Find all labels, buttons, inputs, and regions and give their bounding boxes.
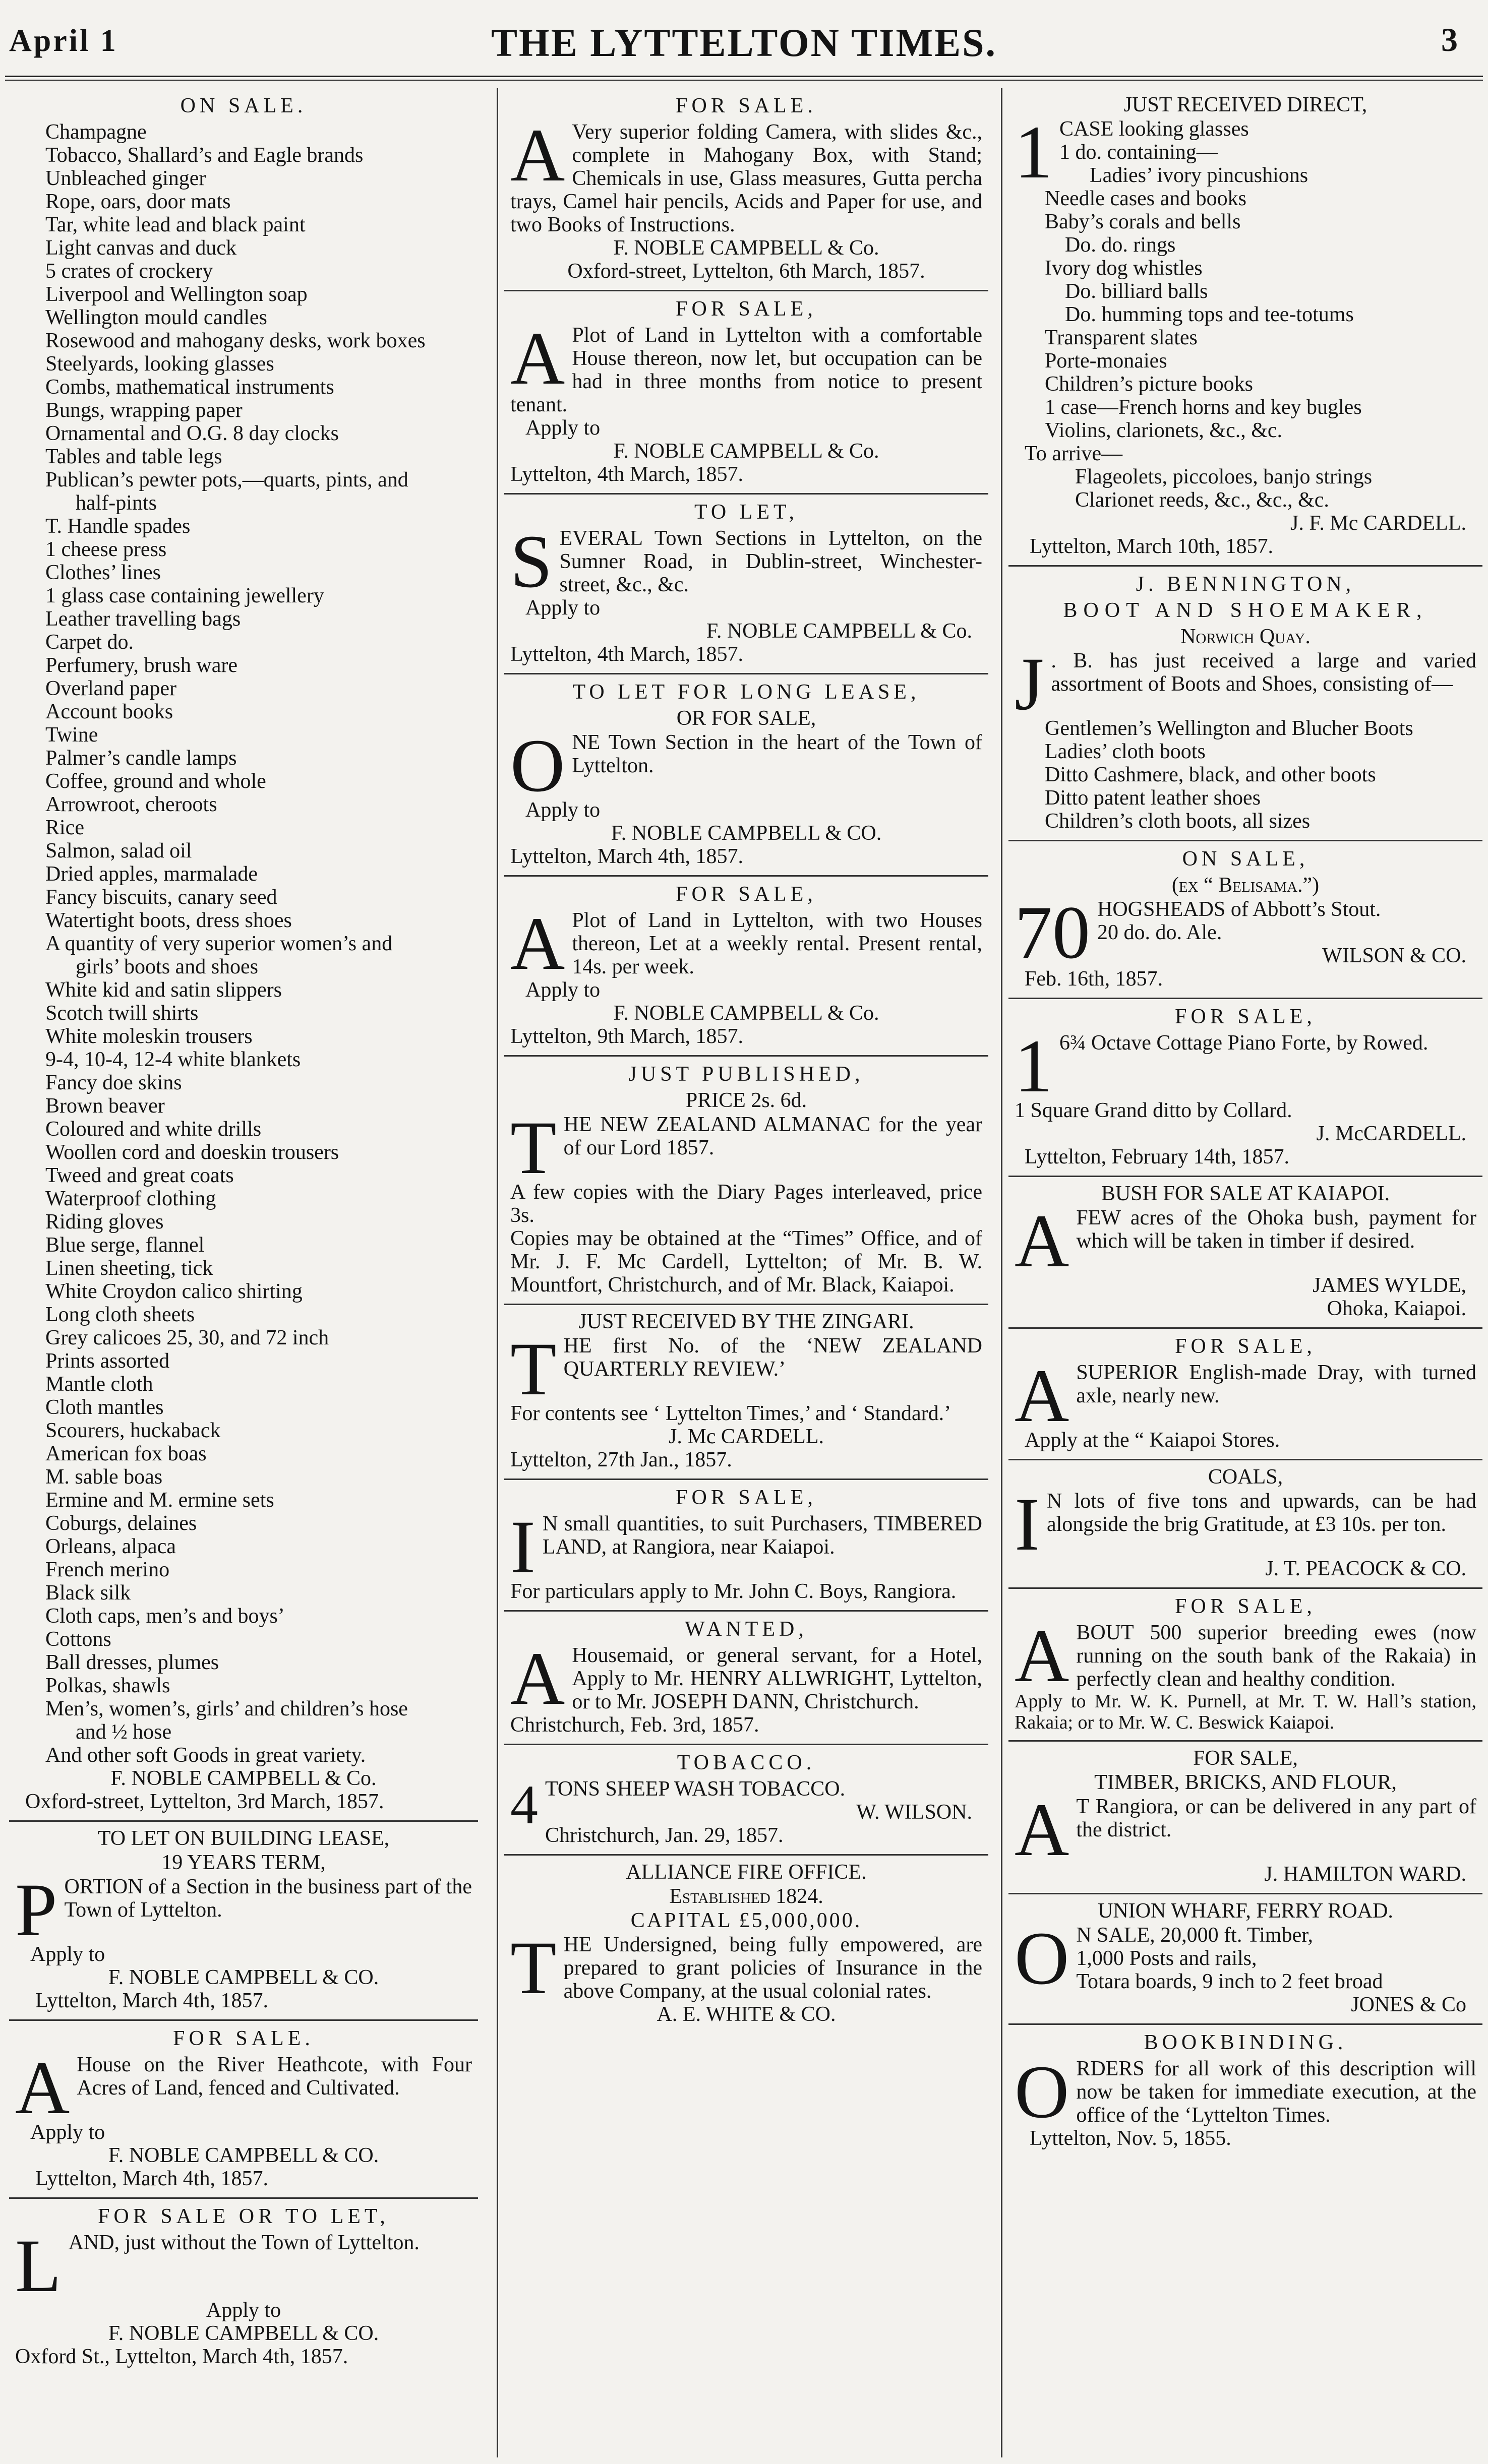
- drop-cap: A: [1015, 1199, 1069, 1283]
- ad-heading: BOOKBINDING.: [1144, 2031, 1347, 2054]
- list-item: Ladies’ ivory pincushions: [1090, 164, 1308, 187]
- ad-signature: F. NOBLE CAMPBELL & CO.: [611, 822, 882, 845]
- list-item: Black silk: [45, 1581, 131, 1605]
- ad-capital: CAPITAL £5,000,000.: [630, 1909, 862, 1932]
- list-item: Salmon, salad oil: [45, 839, 192, 863]
- ad-zingari: [504, 1305, 988, 1480]
- list-item: Violins, clarionets, &c., &c.: [1045, 419, 1283, 442]
- list-item: Do. do. rings: [1065, 233, 1176, 257]
- issue-date: April 1: [9, 24, 118, 58]
- drop-cap: 1: [1015, 1024, 1052, 1108]
- drop-cap: S: [510, 520, 553, 603]
- list-item: Prints assorted: [45, 1349, 170, 1373]
- ad-body: . B. has just received a large and varied assortment of Boots and Shoes, consisting of—: [1051, 649, 1476, 696]
- ad-address: Norwich Quay.: [1180, 625, 1311, 648]
- apply-to: Apply to: [30, 2121, 105, 2144]
- ad-heading: FOR SALE,: [676, 1486, 817, 1509]
- ad-heading: ALLIANCE FIRE OFFICE.: [626, 1861, 867, 1884]
- list-item: Mantle cloth: [45, 1373, 153, 1396]
- column-divider: [1001, 88, 1002, 2457]
- ad-heading: FOR SALE.: [676, 94, 817, 117]
- list-item: Baby’s corals and bells: [1045, 210, 1241, 233]
- ad-body: House on the River Heathcote, with Four Acres of Land, fenced and Cultivated.: [77, 2053, 472, 2100]
- ad-signature: F. NOBLE CAMPBELL & CO.: [108, 2322, 379, 2345]
- list-item: Steelyards, looking glasses: [45, 352, 274, 376]
- ad-heading: FOR SALE,: [676, 883, 817, 906]
- ad-long-lease: [504, 674, 988, 877]
- drop-cap: O: [510, 724, 565, 808]
- drop-cap: A: [510, 1637, 565, 1720]
- ad-body: T Rangiora, or can be delivered in any part of the district.: [1076, 1795, 1476, 1841]
- list-item: Ivory dog whistles: [1045, 257, 1203, 280]
- list-item: Fancy doe skins: [45, 1071, 182, 1094]
- ad-line: N SALE, 20,000 ft. Timber,: [1076, 1924, 1314, 1947]
- ad-body: HE first No. of the ‘NEW ZEALAND QUARTERLY REVIEW.’: [563, 1334, 982, 1381]
- ad-paragraph: Apply to Mr. W. K. Purnell, at Mr. T. W. Hall’s station, Rakaia; or to Mr. W. C. Beswick Kaiapoi.: [1015, 1691, 1476, 1733]
- list-item: Do. billiard balls: [1065, 280, 1208, 303]
- ad-heading: JUST RECEIVED DIRECT,: [1123, 93, 1367, 116]
- ad-body: AND, just without the Town of Lyttelton.: [68, 2231, 420, 2254]
- ad-dray: [1008, 1329, 1482, 1460]
- list-item: Account books: [45, 700, 173, 723]
- ad-bush: [1008, 1177, 1482, 1329]
- ad-subheading: (ex “ Belisama.”): [1171, 874, 1320, 897]
- ad-signature: F. NOBLE CAMPBELL & Co.: [613, 440, 879, 463]
- list-item: Children’s cloth boots, all sizes: [1045, 810, 1311, 833]
- ad-body: EVERAL Town Sections in Lyttelton, on the Sumner Road, in Dublin-street, Winchester-street, &c., &c.: [559, 527, 982, 596]
- list-item: Scotch twill shirts: [45, 1002, 199, 1025]
- ad-line: Totara boards, 9 inch to 2 feet broad: [1076, 1970, 1383, 1993]
- ad-signature: F. NOBLE CAMPBELL & Co.: [706, 620, 972, 643]
- list-item: Ball dresses, plumes: [45, 1651, 219, 1674]
- list-item: Dried apples, marmalade: [45, 863, 258, 886]
- ad-body: N lots of five tons and upwards, can be had alongside the brig Gratitude, at £3 10s. per ton.: [1046, 1490, 1476, 1536]
- ad-bookbinding: [1008, 2025, 1482, 2157]
- ad-line: 1,000 Posts and rails,: [1076, 1947, 1257, 1970]
- list-item: Coloured and white drills: [45, 1118, 262, 1141]
- list-item: Gentlemen’s Wellington and Blucher Boots: [1045, 717, 1413, 740]
- list-item: Woollen cord and doeskin trousers: [45, 1141, 339, 1164]
- ad-signature: J. F. Mc CARDELL.: [1290, 512, 1466, 535]
- ad-body: Plot of Land in Lyttelton with a comfortable House thereon, now let, but occupation can be had in three months from notice to present tenant.: [510, 324, 982, 416]
- ad-line: Apply at the “ Kaiapoi Stores.: [1025, 1429, 1280, 1452]
- drop-cap: A: [1015, 1614, 1069, 1698]
- list-item: Coffee, ground and whole: [45, 770, 266, 793]
- ad-heading: FOR SALE,: [1175, 1595, 1316, 1618]
- ad-signature: F. NOBLE CAMPBELL & Co.: [613, 1002, 879, 1025]
- list-item: Watertight boots, dress shoes: [45, 909, 292, 932]
- ad-body: Housemaid, or general servant, for a Hotel, Apply to Mr. HENRY ALLWRIGHT, Lyttelton, or to Mr. JOSEPH DANN, Christchurch.: [572, 1644, 982, 1713]
- ad-body: HE NEW ZEALAND ALMANAC for the year of our Lord 1857.: [563, 1113, 982, 1159]
- ad-date: Lyttelton, 4th March, 1857.: [510, 463, 743, 486]
- list-item: Tobacco, Shallard’s and Eagle brands: [45, 144, 364, 167]
- ad-timbered-land: [504, 1480, 988, 1612]
- column-3: [1008, 88, 1482, 2157]
- ad-body: HE Undersigned, being fully empowered, are prepared to grant policies of Insurance in the above Company, at the usual colonial rates.: [563, 1933, 982, 2003]
- ad-line: To arrive—: [1025, 442, 1123, 465]
- list-item: Ermine and M. ermine sets: [45, 1489, 274, 1512]
- ad-date: Christchurch, Feb. 3rd, 1857.: [510, 1713, 759, 1737]
- list-item: White moleskin trousers: [45, 1025, 253, 1048]
- ad-date: Lyttelton, March 4th, 1857.: [35, 1989, 268, 2012]
- drop-cap: A: [1015, 1788, 1069, 1872]
- ad-date: Lyttelton, March 4th, 1857.: [510, 845, 743, 868]
- ad-heading: UNION WHARF, FERRY ROAD.: [1098, 1899, 1393, 1923]
- drop-cap: O: [1015, 1917, 1069, 2000]
- column-1: [9, 88, 478, 2375]
- list-item: 5 crates of crockery: [45, 260, 213, 283]
- column-2: [504, 88, 988, 2033]
- ad-piano: [1008, 999, 1482, 1177]
- ad-signature: WILSON & CO.: [1322, 944, 1466, 967]
- ad-line: HOGSHEADS of Abbott’s Stout.: [1097, 898, 1381, 921]
- list-item: 1 case—French horns and key bugles: [1045, 396, 1362, 419]
- ad-alliance: [504, 1856, 988, 2033]
- ad-signature: F. NOBLE CAMPBELL & Co.: [613, 236, 879, 260]
- header-rule: [5, 76, 1483, 77]
- ad-body: Very superior folding Camera, with slides &c., complete in Mahogany Box, with Stand; Chemicals in use, Glass measures, Gutta percha trays, Camel hair pencils, Acids and Paper for use, and two Books of Instructions.: [510, 120, 982, 236]
- ad-price: PRICE 2s. 6d.: [685, 1089, 807, 1112]
- drop-cap: A: [510, 317, 565, 400]
- drop-cap: J: [1015, 642, 1044, 726]
- list-item: Palmer’s candle lamps: [45, 747, 237, 770]
- list-item: Leather travelling bags: [45, 607, 241, 631]
- ad-signature: J. McCARDELL.: [1316, 1122, 1466, 1145]
- drop-cap: P: [15, 1868, 57, 1952]
- drop-cap: I: [510, 1505, 535, 1589]
- list-item: Cloth caps, men’s and boys’: [45, 1605, 285, 1628]
- ad-body: ORTION of a Section in the business part of the Town of Lyttelton.: [64, 1875, 472, 1922]
- header-rule-thin: [5, 80, 1483, 81]
- list-item: Men’s, women’s, girls’ and children’s hose: [45, 1697, 408, 1720]
- list-item: Do. humming tops and tee-totums: [1065, 303, 1354, 326]
- ad-heading: FOR SALE,: [1175, 1005, 1316, 1028]
- ad-paragraph: For particulars apply to Mr. John C. Boys, Rangiora.: [510, 1580, 957, 1603]
- list-item: 1 cheese press: [45, 538, 167, 561]
- ad-heading: TO LET FOR LONG LEASE,: [572, 681, 920, 704]
- list-item: Riding gloves: [45, 1210, 164, 1234]
- drop-cap: L: [15, 2224, 62, 2308]
- list-item: Ditto Cashmere, black, and other boots: [1045, 763, 1376, 786]
- drop-cap: I: [1015, 1483, 1040, 1566]
- ad-paragraph: Copies may be obtained at the “Times” Office, and of Mr. J. F. Mc Cardell, Lyttelton; of Mr. B. W. Mountfort, Christchurch, and of Mr. Black, Kaiapoi.: [510, 1227, 982, 1297]
- list-item: Needle cases and books: [1045, 187, 1247, 210]
- ad-on-sale: [9, 88, 478, 1822]
- ad-heathcote: [9, 2021, 478, 2199]
- ad-line: 1 do. containing—: [1059, 141, 1218, 164]
- list-item: and ½ hose: [76, 1720, 172, 1744]
- ad-to-let: [504, 495, 988, 674]
- list-item: Grey calicoes 25, 30, and 72 inch: [45, 1326, 329, 1349]
- ad-heading: TO LET ON BUILDING LEASE,: [97, 1827, 390, 1850]
- goods-list: [1015, 164, 1476, 442]
- list-item: White kid and satin slippers: [45, 978, 282, 1002]
- list-item: American fox boas: [45, 1442, 207, 1465]
- ad-body: Plot of Land in Lyttelton, with two Houses thereon, Let at a weekly rental. Present rental, 14s. per week.: [572, 909, 982, 978]
- list-item: Publican’s pewter pots,—quarts, pints, and: [45, 468, 408, 491]
- ad-address: Oxford-street, Lyttelton, 6th March, 1857.: [567, 260, 925, 283]
- apply-to: Apply to: [525, 416, 601, 440]
- list-item: Perfumery, brush ware: [45, 654, 237, 677]
- goods-list: [1015, 465, 1476, 512]
- ad-body: RDERS for all work of this description will now be taken for immediate execution, at the office of the ‘Lyttelton Times.: [1076, 2057, 1476, 2127]
- newspaper-title: THE LYTTELTON TIMES.: [491, 21, 997, 65]
- list-item: M. sable boas: [45, 1465, 163, 1489]
- drop-cap: A: [15, 2046, 70, 2130]
- ad-almanac: [504, 1057, 988, 1305]
- list-item: Fancy biscuits, canary seed: [45, 886, 277, 909]
- ad-date: Oxford St., Lyttelton, March 4th, 1857.: [15, 2345, 348, 2368]
- ad-subheading: OR FOR SALE,: [676, 707, 816, 730]
- drop-cap: T: [510, 1327, 557, 1411]
- ad-coals: [1008, 1460, 1482, 1589]
- apply-to: Apply to: [525, 978, 601, 1002]
- list-item: girls’ boots and shoes: [76, 955, 259, 978]
- ad-heading: COALS,: [1208, 1465, 1283, 1489]
- ad-bennington: [1008, 567, 1482, 841]
- list-item: And other soft Goods in great variety.: [45, 1744, 366, 1767]
- drop-cap: 1: [1015, 110, 1052, 194]
- list-item: Porte-monaies: [1045, 349, 1167, 373]
- list-item: Blue serge, flannel: [45, 1234, 205, 1257]
- ad-ewes: [1008, 1589, 1482, 1742]
- ad-body: N small quantities, to suit Purchasers, TIMBERED LAND, at Rangiora, near Kaiapoi.: [542, 1512, 982, 1559]
- ad-date: Lyttelton, February 14th, 1857.: [1025, 1145, 1289, 1168]
- list-item: Flageolets, piccoloes, banjo strings: [1075, 465, 1373, 488]
- ad-paragraph: For contents see ‘ Lyttelton Times,’ and ‘ Standard.’: [510, 1402, 951, 1425]
- ad-paragraph: A few copies with the Diary Pages interleaved, price 3s.: [510, 1181, 982, 1227]
- ad-heading: J. BENNINGTON,: [1136, 573, 1355, 596]
- ad-body: FEW acres of the Ohoka bush, payment for which will be taken in timber if desired.: [1076, 1206, 1476, 1253]
- ad-signature: F. NOBLE CAMPBELL & CO.: [108, 1966, 379, 1989]
- ad-stout: [1008, 841, 1482, 999]
- column-divider: [497, 88, 498, 2457]
- goods-list: [15, 120, 472, 1767]
- list-item: Tables and table legs: [45, 445, 222, 468]
- ad-signature: J. HAMILTON WARD.: [1264, 1863, 1466, 1886]
- list-item: Unbleached ginger: [45, 167, 206, 190]
- ad-signature: W. WILSON.: [856, 1801, 972, 1824]
- list-item: Combs, mathematical instruments: [45, 376, 334, 399]
- ad-timber-bricks: [1008, 1742, 1482, 1894]
- list-item: Transparent slates: [1045, 326, 1198, 349]
- ad-line: 20 do. do. Ale.: [1097, 921, 1222, 944]
- list-item: half-pints: [76, 491, 157, 515]
- list-item: Ornamental and O.G. 8 day clocks: [45, 422, 339, 445]
- ad-heading: WANTED,: [685, 1618, 808, 1641]
- ad-date: Lyttelton, March 4th, 1857.: [35, 2167, 268, 2190]
- ad-date: Feb. 16th, 1857.: [1025, 967, 1163, 991]
- list-item: Brown beaver: [45, 1094, 165, 1118]
- ad-union-wharf: [1008, 1894, 1482, 2025]
- ad-heading: JUST RECEIVED BY THE ZINGARI.: [578, 1310, 914, 1333]
- list-item: Cottons: [45, 1628, 111, 1651]
- list-item: Waterproof clothing: [45, 1187, 216, 1210]
- drop-cap: 70: [1015, 891, 1090, 974]
- ad-address: Ohoka, Kaiapoi.: [1327, 1297, 1466, 1320]
- list-item: 9-4, 10-4, 12-4 white blankets: [45, 1048, 301, 1071]
- apply-to: Apply to: [30, 1943, 105, 1966]
- list-item: Rice: [45, 816, 84, 839]
- goods-list: [1015, 717, 1476, 833]
- list-item: Twine: [45, 723, 98, 747]
- ad-heading: ON SALE,: [1182, 847, 1309, 871]
- list-item: Bungs, wrapping paper: [45, 399, 243, 422]
- ad-signature: JAMES WYLDE,: [1313, 1274, 1466, 1297]
- drop-cap: O: [1015, 2050, 1069, 2134]
- list-item: Cloth mantles: [45, 1396, 164, 1419]
- ad-heading: FOR SALE.: [173, 2027, 314, 2050]
- list-item: Tweed and great coats: [45, 1164, 234, 1187]
- ad-line: CASE looking glasses: [1059, 117, 1249, 141]
- ad-body: NE Town Section in the heart of the Town of Lyttelton.: [572, 731, 982, 777]
- ad-heading: FOR SALE,: [676, 297, 817, 321]
- ad-date: Lyttelton, 9th March, 1857.: [510, 1025, 743, 1048]
- ad-date: Lyttelton, March 10th, 1857.: [1030, 535, 1273, 558]
- ad-heading: JUST PUBLISHED,: [628, 1063, 864, 1086]
- ad-signature: JONES & Co: [1351, 1993, 1466, 2016]
- ad-date: Lyttelton, 4th March, 1857.: [510, 643, 743, 666]
- ad-land: [9, 2199, 478, 2375]
- list-item: Clarionet reeds, &c., &c., &c.: [1075, 488, 1329, 512]
- ad-subheading: TIMBER, BRICKS, AND FLOUR,: [1094, 1771, 1397, 1794]
- ad-body: 6¾ Octave Cottage Piano Forte, by Rowed.: [1059, 1031, 1429, 1055]
- ad-heading: FOR SALE OR TO LET,: [98, 2205, 389, 2228]
- ad-date: Christchurch, Jan. 29, 1857.: [545, 1824, 784, 1847]
- list-item: Coburgs, delaines: [45, 1512, 197, 1535]
- list-item: Tar, white lead and black paint: [45, 213, 306, 236]
- list-item: Linen sheeting, tick: [45, 1257, 213, 1280]
- apply-to: Apply to: [206, 2299, 281, 2322]
- list-item: Ditto patent leather shoes: [1045, 786, 1261, 810]
- ad-subheading: BOOT AND SHOEMAKER,: [1063, 599, 1428, 622]
- list-item: Light canvas and duck: [45, 236, 237, 260]
- ad-signature: J. T. PEACOCK & CO.: [1265, 1557, 1466, 1580]
- ad-signature: F. NOBLE CAMPBELL & CO.: [108, 2144, 379, 2167]
- list-item: Orleans, alpaca: [45, 1535, 176, 1558]
- drop-cap: 4: [510, 1774, 538, 1835]
- apply-to: Apply to: [525, 596, 601, 620]
- ad-heading: ON SALE.: [180, 94, 307, 117]
- list-item: A quantity of very superior women’s and: [45, 932, 393, 955]
- list-item: White Croydon calico shirting: [45, 1280, 303, 1303]
- list-item: Liverpool and Wellington soap: [45, 283, 308, 306]
- ad-address: Oxford-street, Lyttelton, 3rd March, 1857.: [25, 1790, 384, 1813]
- ad-tobacco: [504, 1745, 988, 1856]
- ad-heading: FOR SALE,: [1193, 1747, 1298, 1770]
- list-item: Ladies’ cloth boots: [1045, 740, 1206, 763]
- ad-body: TONS SHEEP WASH TOBACCO.: [545, 1777, 846, 1801]
- drop-cap: A: [1015, 1354, 1069, 1438]
- ad-line: 1 Square Grand ditto by Collard.: [1015, 1099, 1292, 1122]
- ad-heading: BUSH FOR SALE AT KAIAPOI.: [1101, 1182, 1390, 1205]
- ad-building-lease: [9, 1822, 478, 2021]
- ad-plot-2: [504, 877, 988, 1057]
- drop-cap: T: [510, 1926, 557, 2010]
- list-item: Overland paper: [45, 677, 177, 700]
- list-item: Wellington mould candles: [45, 306, 267, 329]
- list-item: French merino: [45, 1558, 170, 1581]
- list-item: T. Handle spades: [45, 515, 191, 538]
- list-item: 1 glass case containing jewellery: [45, 584, 324, 607]
- ad-body: SUPERIOR English-made Dray, with turned axle, nearly new.: [1076, 1361, 1476, 1407]
- list-item: Champagne: [45, 120, 147, 144]
- ad-subheading: Established 1824.: [669, 1885, 823, 1908]
- ad-heading: TOBACCO.: [677, 1751, 816, 1774]
- list-item: Scourers, huckaback: [45, 1419, 221, 1442]
- list-item: Long cloth sheets: [45, 1303, 195, 1326]
- ad-plot-1: [504, 291, 988, 495]
- ad-signature: A. E. WHITE & CO.: [657, 2003, 836, 2026]
- ad-camera: [504, 88, 988, 291]
- drop-cap: A: [510, 113, 565, 197]
- ad-body: BOUT 500 superior breeding ewes (now running on the south bank of the Rakaia) in perfectly clean and healthy condition.: [1076, 1621, 1476, 1691]
- drop-cap: A: [510, 902, 565, 985]
- list-item: Rope, oars, door mats: [45, 190, 231, 213]
- list-item: Polkas, shawls: [45, 1674, 170, 1697]
- apply-to: Apply to: [525, 798, 601, 822]
- ad-heading: FOR SALE,: [1175, 1335, 1316, 1358]
- drop-cap: T: [510, 1106, 557, 1190]
- ad-date: Lyttelton, Nov. 5, 1855.: [1030, 2127, 1231, 2150]
- ad-received-direct: [1008, 88, 1482, 567]
- list-item: Clothes’ lines: [45, 561, 161, 584]
- list-item: Children’s picture books: [1045, 373, 1253, 396]
- ad-signature: J. Mc CARDELL.: [669, 1425, 824, 1448]
- list-item: Rosewood and mahogany desks, work boxes: [45, 329, 426, 352]
- page-number: 3: [1441, 22, 1458, 58]
- list-item: Carpet do.: [45, 631, 134, 654]
- masthead: [0, 0, 1488, 86]
- ad-signature: F. NOBLE CAMPBELL & Co.: [110, 1767, 377, 1790]
- ad-subheading: 19 YEARS TERM,: [161, 1851, 326, 1874]
- list-item: Arrowroot, cheroots: [45, 793, 217, 816]
- ad-heading: TO LET,: [694, 501, 799, 524]
- ad-wanted: [504, 1612, 988, 1745]
- ad-date: Lyttelton, 27th Jan., 1857.: [510, 1448, 732, 1471]
